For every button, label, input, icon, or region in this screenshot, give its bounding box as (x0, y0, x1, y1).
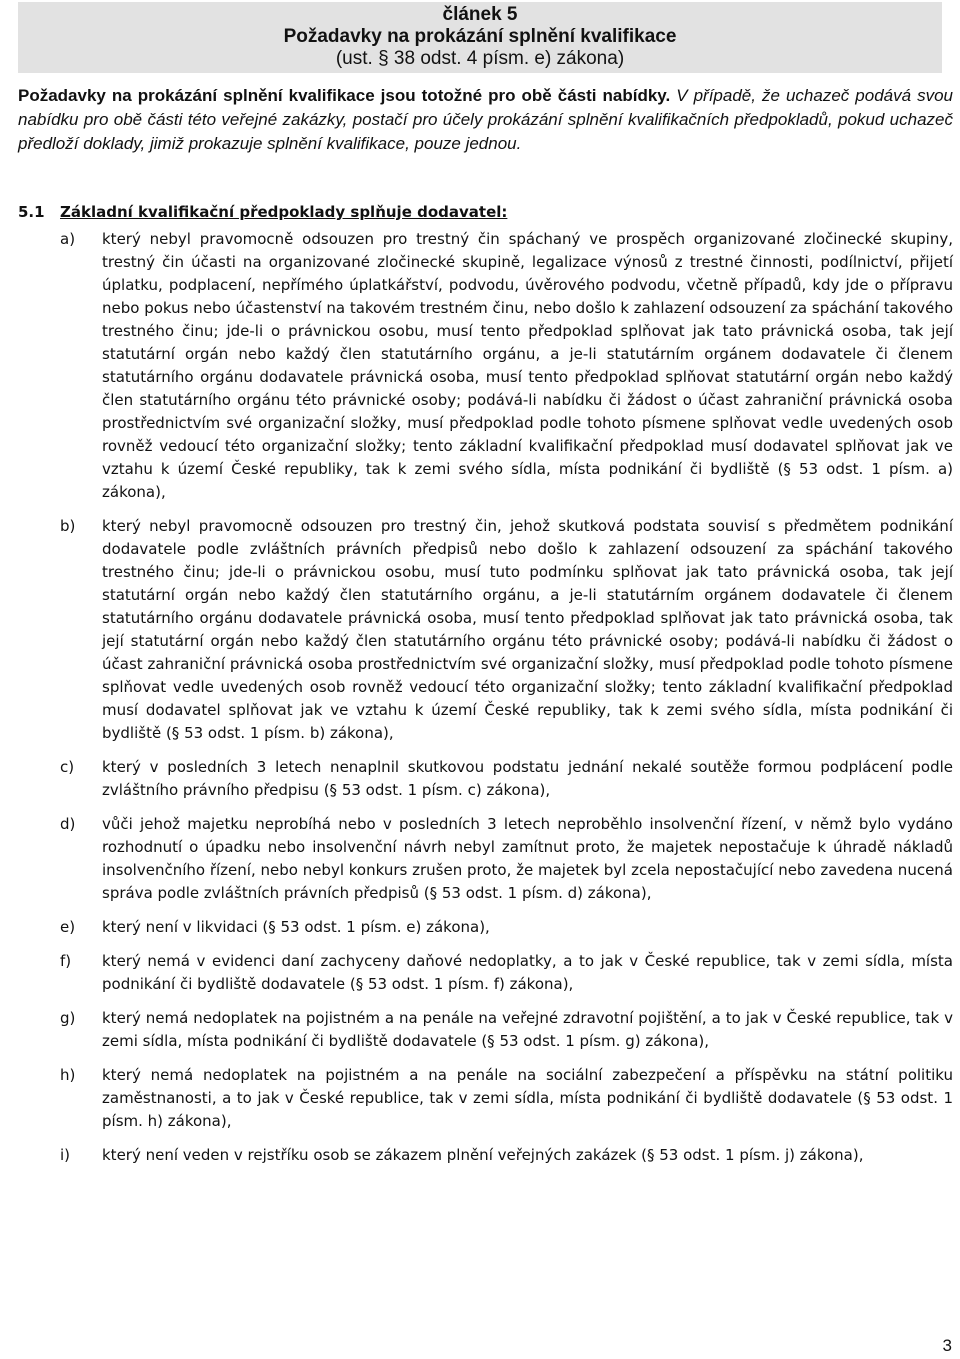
list-item (60, 1064, 953, 1133)
list-item-label: i) (60, 1146, 71, 1164)
intro-text: V případě, že uchazeč podává svou nabídku pro obě části této veřejné zakázky, postačí pro účely prokázání splnění kvalifikačních předpokladů, pokud uchazeč předloží doklady, jimiž prokazuje splnění kvalifikace, pouze jednou. (18, 86, 953, 153)
list-item (60, 950, 953, 996)
list-item-label: h) (60, 1066, 76, 1084)
list-item (60, 1144, 953, 1167)
list-item-text: který nemá v evidenci daní zachyceny daňové nedoplatky, a to jak v České republice, tak v zemi sídla, místa podnikání či bydliště dodavatele (§ 53 odst. 1 písm. f) zákona), (102, 952, 953, 993)
section-heading (18, 200, 507, 224)
list-item-label: f) (60, 952, 72, 970)
page-number: 3 (942, 1336, 952, 1355)
list-item-label: g) (60, 1009, 76, 1027)
article-title: Požadavky na prokázání splnění kvalifikace (283, 26, 677, 47)
list-item-text: který není v likvidaci (§ 53 odst. 1 písm. e) zákona), (102, 918, 490, 936)
section-title: Základní kvalifikační předpoklady splňuje dodavatel: (60, 203, 508, 221)
article-number: článek 5 (442, 4, 518, 25)
list-item-label: e) (60, 918, 76, 936)
list-item (60, 515, 953, 745)
list-item-text: který nebyl pravomocně odsouzen pro trestný čin, jehož skutková podstata souvisí s předmětem podnikání dodavatele podle zvláštních právních předpisů nebo došlo k zahlazení odsouzení za spáchání takového trestného činu; jde-li o právnickou osobu, musí tuto podmínku splňovat jak tato právnická osoba, tak její statutární orgán nebo každý člen statutárního orgánu, a je-li statutárním orgánem dodavatele či členem statutárního orgánu dodavatele právnická osoba, musí tento předpoklad splňovat jak tato právnická osoba, tak její statutární orgán nebo každý člen statutárního orgánu této právnické osoby; podává-li nabídku či žádost o účast zahraniční právnická osoba prostřednictvím své organizační složky, musí předpoklad podle tohoto písmene splňovat vedle uvedených osob rovněž vedoucí této organizační složky; tento základní kvalifikační předpoklad musí dodavatel splňovat jak ve vztahu k území České republiky, tak k zemi svého sídla, místa podnikání či bydliště (§ 53 odst. 1 písm. b) zákona), (102, 517, 953, 742)
article-header (18, 2, 942, 73)
intro-paragraph (18, 84, 953, 156)
list-item-text: který není veden v rejstříku osob se zákazem plnění veřejných zakázek (§ 53 odst. 1 písm. j) zákona), (102, 1146, 864, 1164)
list-item-label: d) (60, 815, 76, 833)
list-item-text: vůči jehož majetku neprobíhá nebo v posledních 3 letech neproběhlo insolvenční řízení, v němž bylo vydáno rozhodnutí o úpadku nebo insolvenční návrh nebyl zamítnut proto, že majetek nepostačuje k úhradě nákladů insolvenčního řízení, nebo nebyl konkurs zrušen proto, že majetek byl zcela nepostačující nebo zavedena nucená správa podle zvláštních právních předpisů (§ 53 odst. 1 písm. d) zákona), (102, 815, 953, 902)
list-item-text: který nemá nedoplatek na pojistném a na penále na sociální zabezpečení a příspěvku na státní politiku zaměstnanosti, a to jak v České republice, tak v zemi sídla, místa podnikání či bydliště dodavatele (§ 53 odst. 1 písm. h) zákona), (102, 1066, 953, 1130)
list-item (60, 813, 953, 905)
list-item-text: který nebyl pravomocně odsouzen pro trestný čin spáchaný ve prospěch organizované zločinecké skupiny, trestný čin účasti na organizované zločinecké skupině, legalizace výnosů z trestné činnosti, podílnictví, přijetí úplatku, podplacení, nepřímého úplatkářství, podvodu, úvěrového podvodu, včetně případů, kdy jde o přípravu nebo pokus nebo účastenství na takovém trestném činu, nebo došlo k zahlazení odsouzení za spáchání takového trestného činu; jde-li o právnickou osobu, musí tento předpoklad splňovat jak tato právnická osoba, tak její statutární orgán nebo každý člen statutárního orgánu, a je-li statutárním orgánem dodavatele či členem statutárního orgánu dodavatele právnická osoba, musí tento předpoklad splňovat statutární orgán nebo každý člen statutárního orgánu této právnické osoby; podává-li nabídku či žádost o účast zahraniční právnická osoba prostřednictvím své organizační složky, musí předpoklad podle tohoto písmene splňovat vedle uvedených osob rovněž vedoucí této organizační složky; tento základní kvalifikační předpoklad musí dodavatel splňovat jak ve vztahu k území České republiky, tak k zemi svého sídla, místa podnikání či bydliště (§ 53 odst. 1 písm. a) zákona), (102, 230, 953, 501)
intro-bold-sentence: Požadavky na prokázání splnění kvalifikace jsou totožné pro obě části nabídky. (18, 86, 671, 105)
list-item-label: b) (60, 517, 76, 535)
section-number: 5.1 (18, 203, 45, 221)
list-item-text: který v posledních 3 letech nenaplnil skutkovou podstatu jednání nekalé soutěže formou podplácení podle zvláštního právního předpisu (§ 53 odst. 1 písm. c) zákona), (102, 758, 953, 799)
list-item-label: c) (60, 758, 75, 776)
requirements-list (60, 228, 953, 1178)
article-reference: (ust. § 38 odst. 4 písm. e) zákona) (335, 48, 625, 69)
list-item-text: který nemá nedoplatek na pojistném a na penále na veřejné zdravotní pojištění, a to jak v České republice, tak v zemi sídla, místa podnikání či bydliště dodavatele (§ 53 odst. 1 písm. g) zákona), (102, 1009, 953, 1050)
list-item (60, 756, 953, 802)
list-item (60, 228, 953, 504)
list-item (60, 916, 953, 939)
list-item-label: a) (60, 230, 76, 248)
list-item (60, 1007, 953, 1053)
